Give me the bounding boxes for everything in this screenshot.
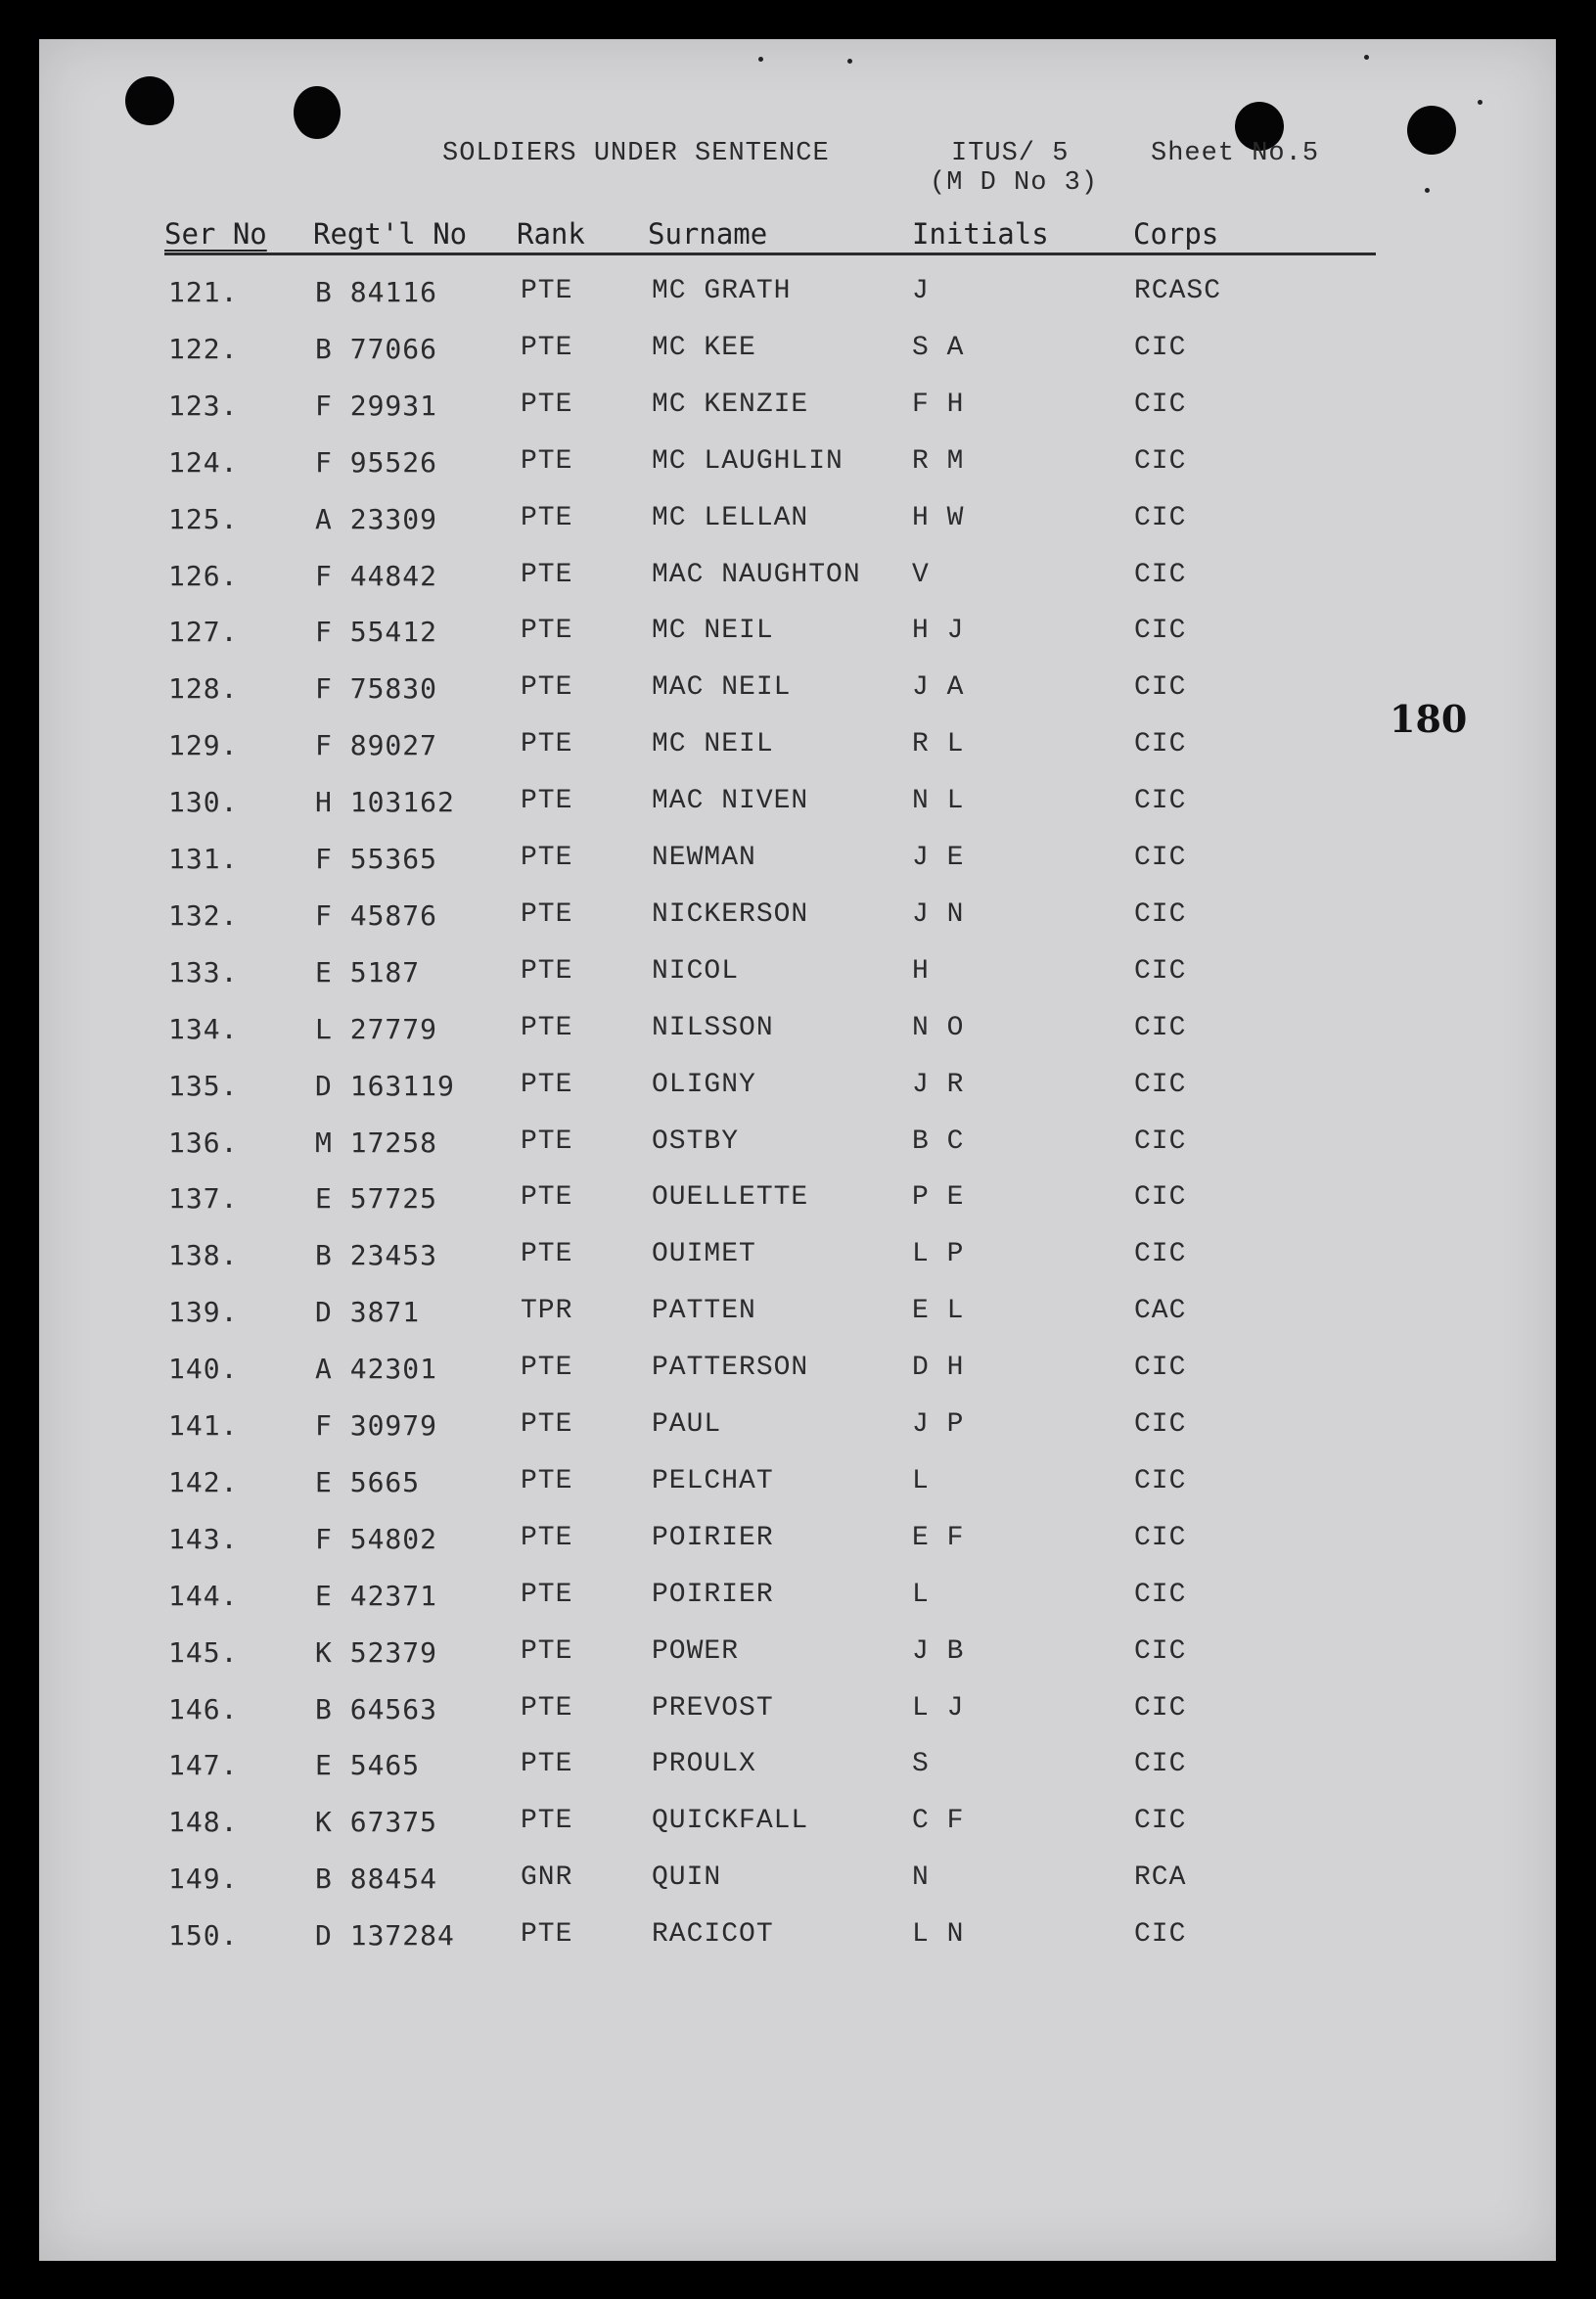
rank-cell: PTE <box>521 1070 573 1100</box>
initials-cell: R M <box>912 446 965 477</box>
regt-no-cell: F 44842 <box>315 560 438 592</box>
speck-mark <box>1425 188 1430 193</box>
corps-cell: CIC <box>1134 899 1187 930</box>
corps-cell: CIC <box>1134 1580 1187 1610</box>
surname-cell: NEWMAN <box>652 843 756 873</box>
rank-cell: PTE <box>521 1466 573 1496</box>
initials-cell: J E <box>912 843 965 873</box>
rank-cell: PTE <box>521 560 573 590</box>
rank-cell: PTE <box>521 1693 573 1724</box>
regt-no-cell: D 137284 <box>315 1919 455 1952</box>
surname-cell: NICOL <box>652 956 740 987</box>
ser-no-cell: 131. <box>168 843 239 875</box>
corps-cell: CIC <box>1134 333 1187 363</box>
regt-no-cell: F 30979 <box>315 1409 438 1442</box>
surname-cell: POIRIER <box>652 1580 774 1610</box>
ser-no-cell: 142. <box>168 1466 239 1498</box>
surname-cell: MAC NIVEN <box>652 786 809 816</box>
corps-cell: CIC <box>1134 560 1187 590</box>
surname-cell: POWER <box>652 1636 740 1667</box>
initials-cell: D H <box>912 1353 965 1383</box>
surname-cell: MC LAUGHLIN <box>652 446 844 477</box>
corps-cell: CIC <box>1134 1919 1187 1950</box>
column-header-corps: Corps <box>1133 217 1219 251</box>
table-row <box>0 1353 1596 1392</box>
regt-no-cell: K 67375 <box>315 1806 438 1838</box>
table-row <box>0 560 1596 599</box>
initials-cell: H W <box>912 503 965 533</box>
initials-cell: E L <box>912 1296 965 1326</box>
ser-no-cell: 129. <box>168 729 239 761</box>
corps-cell: CIC <box>1134 446 1187 477</box>
corps-cell: CAC <box>1134 1296 1187 1326</box>
table-row <box>0 333 1596 372</box>
table-row <box>0 956 1596 995</box>
corps-cell: CIC <box>1134 786 1187 816</box>
corps-cell: RCASC <box>1134 276 1222 306</box>
initials-cell: B C <box>912 1127 965 1157</box>
column-header-surname: Surname <box>648 217 768 251</box>
initials-cell: L <box>912 1580 930 1610</box>
table-row <box>0 390 1596 429</box>
initials-cell: L N <box>912 1919 965 1950</box>
regt-no-cell: L 27779 <box>315 1013 438 1045</box>
table-row <box>0 446 1596 485</box>
surname-cell: MC NEIL <box>652 729 774 759</box>
rank-cell: PTE <box>521 1127 573 1157</box>
punch-hole-left-2 <box>294 86 341 139</box>
regt-no-cell: H 103162 <box>315 786 455 818</box>
rank-cell: PTE <box>521 503 573 533</box>
corps-cell: RCA <box>1134 1862 1187 1893</box>
initials-cell: R L <box>912 729 965 759</box>
initials-cell: L J <box>912 1693 965 1724</box>
corps-cell: CIC <box>1134 672 1187 703</box>
ser-no-cell: 123. <box>168 390 239 422</box>
surname-cell: PELCHAT <box>652 1466 774 1496</box>
rank-cell: PTE <box>521 1523 573 1553</box>
ser-no-cell: 141. <box>168 1409 239 1442</box>
surname-cell: POIRIER <box>652 1523 774 1553</box>
rank-cell: PTE <box>521 1580 573 1610</box>
surname-cell: MC KEE <box>652 333 756 363</box>
table-row <box>0 786 1596 825</box>
ser-no-cell: 148. <box>168 1806 239 1838</box>
corps-cell: CIC <box>1134 1070 1187 1100</box>
surname-cell: MC GRATH <box>652 276 792 306</box>
table-row <box>0 1523 1596 1562</box>
regt-no-cell: F 55412 <box>315 616 438 648</box>
initials-cell: V <box>912 560 930 590</box>
ser-no-cell: 145. <box>168 1636 239 1669</box>
ser-no-cell: 122. <box>168 333 239 365</box>
speck-mark <box>847 59 852 64</box>
table-row <box>0 503 1596 542</box>
rank-cell: PTE <box>521 672 573 703</box>
table-row <box>0 1182 1596 1221</box>
regt-no-cell: E 5465 <box>315 1749 421 1781</box>
initials-cell: L P <box>912 1239 965 1269</box>
corps-cell: CIC <box>1134 1239 1187 1269</box>
rank-cell: PTE <box>521 729 573 759</box>
ser-no-cell: 137. <box>168 1182 239 1215</box>
surname-cell: QUIN <box>652 1862 722 1893</box>
regt-no-cell: F 95526 <box>315 446 438 479</box>
corps-cell: CIC <box>1134 1182 1187 1213</box>
corps-cell: CIC <box>1134 1013 1187 1043</box>
ser-no-cell: 126. <box>168 560 239 592</box>
regt-no-cell: E 42371 <box>315 1580 438 1612</box>
surname-cell: MC KENZIE <box>652 390 809 420</box>
regt-no-cell: D 3871 <box>315 1296 421 1328</box>
regt-no-cell: F 75830 <box>315 672 438 705</box>
rank-cell: PTE <box>521 1749 573 1779</box>
surname-cell: PATTEN <box>652 1296 756 1326</box>
corps-cell: CIC <box>1134 1466 1187 1496</box>
rank-cell: PTE <box>521 1239 573 1269</box>
table-row <box>0 1919 1596 1958</box>
rank-cell: PTE <box>521 1182 573 1213</box>
initials-cell: J N <box>912 899 965 930</box>
initials-cell: N O <box>912 1013 965 1043</box>
document-district: (M D No 3) <box>930 168 1099 198</box>
ser-no-cell: 132. <box>168 899 239 932</box>
ser-no-cell: 144. <box>168 1580 239 1612</box>
rank-cell: PTE <box>521 786 573 816</box>
rank-cell: PTE <box>521 446 573 477</box>
table-row <box>0 276 1596 315</box>
regt-no-cell: M 17258 <box>315 1127 438 1159</box>
table-row <box>0 616 1596 655</box>
table-row <box>0 1409 1596 1448</box>
corps-cell: CIC <box>1134 616 1187 646</box>
ser-no-cell: 147. <box>168 1749 239 1781</box>
ser-no-cell: 121. <box>168 276 239 308</box>
regt-no-cell: F 54802 <box>315 1523 438 1555</box>
surname-cell: OUIMET <box>652 1239 756 1269</box>
rank-cell: TPR <box>521 1296 573 1326</box>
surname-cell: MAC NEIL <box>652 672 792 703</box>
speck-mark <box>1478 100 1482 105</box>
column-header-ser-no: Ser No <box>164 217 267 251</box>
table-row <box>0 1466 1596 1505</box>
regt-no-cell: E 57725 <box>315 1182 438 1215</box>
ser-no-cell: 127. <box>168 616 239 648</box>
initials-cell: P E <box>912 1182 965 1213</box>
ser-no-cell: 133. <box>168 956 239 989</box>
rank-cell: PTE <box>521 1013 573 1043</box>
surname-cell: MC NEIL <box>652 616 774 646</box>
corps-cell: CIC <box>1134 1127 1187 1157</box>
column-header-initials: Initials <box>912 217 1049 251</box>
ser-no-cell: 150. <box>168 1919 239 1952</box>
speck-mark <box>758 57 763 62</box>
surname-cell: MAC NAUGHTON <box>652 560 861 590</box>
sheet-number: Sheet No.5 <box>1151 139 1320 168</box>
initials-cell: J B <box>912 1636 965 1667</box>
rank-cell: PTE <box>521 333 573 363</box>
corps-cell: CIC <box>1134 503 1187 533</box>
regt-no-cell: A 23309 <box>315 503 438 535</box>
table-row <box>0 1580 1596 1619</box>
ser-no-cell: 125. <box>168 503 239 535</box>
surname-cell: PREVOST <box>652 1693 774 1724</box>
surname-cell: PAUL <box>652 1409 722 1440</box>
corps-cell: CIC <box>1134 1749 1187 1779</box>
regt-no-cell: B 88454 <box>315 1862 438 1895</box>
table-row <box>0 1806 1596 1845</box>
table-row <box>0 672 1596 712</box>
rank-cell: PTE <box>521 1919 573 1950</box>
ser-no-cell: 124. <box>168 446 239 479</box>
ser-no-cell: 136. <box>168 1127 239 1159</box>
ser-no-cell: 134. <box>168 1013 239 1045</box>
rank-cell: PTE <box>521 1353 573 1383</box>
surname-cell: RACICOT <box>652 1919 774 1950</box>
initials-cell: J P <box>912 1409 965 1440</box>
surname-cell: OUELLETTE <box>652 1182 809 1213</box>
rank-cell: PTE <box>521 390 573 420</box>
corps-cell: CIC <box>1134 1409 1187 1440</box>
corps-cell: CIC <box>1134 729 1187 759</box>
rank-cell: PTE <box>521 956 573 987</box>
punch-hole-right-2 <box>1407 106 1456 155</box>
rank-cell: PTE <box>521 616 573 646</box>
surname-cell: OSTBY <box>652 1127 740 1157</box>
initials-cell: H J <box>912 616 965 646</box>
regt-no-cell: E 5665 <box>315 1466 421 1498</box>
rank-cell: PTE <box>521 1409 573 1440</box>
ser-no-cell: 135. <box>168 1070 239 1102</box>
document-reference: ITUS/ 5 <box>951 139 1070 168</box>
corps-cell: CIC <box>1134 1806 1187 1836</box>
corps-cell: CIC <box>1134 1523 1187 1553</box>
ser-no-cell: 140. <box>168 1353 239 1385</box>
initials-cell: N L <box>912 786 965 816</box>
table-row <box>0 1636 1596 1676</box>
table-row <box>0 1296 1596 1335</box>
ser-no-cell: 130. <box>168 786 239 818</box>
table-row <box>0 1693 1596 1732</box>
ser-no-cell: 128. <box>168 672 239 705</box>
corps-cell: CIC <box>1134 1693 1187 1724</box>
surname-cell: OLIGNY <box>652 1070 756 1100</box>
regt-no-cell: B 64563 <box>315 1693 438 1725</box>
column-header-regt-no: Regt'l No <box>313 217 468 251</box>
corps-cell: CIC <box>1134 1636 1187 1667</box>
initials-cell: H <box>912 956 930 987</box>
initials-cell: J <box>912 276 930 306</box>
regt-no-cell: F 89027 <box>315 729 438 761</box>
ser-no-cell: 138. <box>168 1239 239 1271</box>
table-row <box>0 1749 1596 1788</box>
initials-cell: J A <box>912 672 965 703</box>
punch-hole-left-1 <box>125 76 174 125</box>
initials-cell: S <box>912 1749 930 1779</box>
ser-no-cell: 139. <box>168 1296 239 1328</box>
surname-cell: PROULX <box>652 1749 756 1779</box>
corps-cell: CIC <box>1134 956 1187 987</box>
regt-no-cell: B 77066 <box>315 333 438 365</box>
initials-cell: E F <box>912 1523 965 1553</box>
column-header-rank: Rank <box>517 217 585 251</box>
header-underline <box>164 253 1376 255</box>
rank-cell: GNR <box>521 1862 573 1893</box>
regt-no-cell: E 5187 <box>315 956 421 989</box>
rank-cell: PTE <box>521 899 573 930</box>
table-row <box>0 899 1596 939</box>
table-row <box>0 1127 1596 1166</box>
page-number-stamp: 180 <box>1390 697 1468 741</box>
corps-cell: CIC <box>1134 1353 1187 1383</box>
ser-no-cell: 143. <box>168 1523 239 1555</box>
table-row <box>0 1239 1596 1278</box>
ser-no-cell: 146. <box>168 1693 239 1725</box>
corps-cell: CIC <box>1134 843 1187 873</box>
regt-no-cell: B 23453 <box>315 1239 438 1271</box>
regt-no-cell: F 45876 <box>315 899 438 932</box>
initials-cell: S A <box>912 333 965 363</box>
initials-cell: F H <box>912 390 965 420</box>
table-row <box>0 843 1596 882</box>
table-row <box>0 729 1596 768</box>
rank-cell: PTE <box>521 1806 573 1836</box>
surname-cell: QUICKFALL <box>652 1806 809 1836</box>
table-row <box>0 1013 1596 1052</box>
corps-cell: CIC <box>1134 390 1187 420</box>
table-row <box>0 1070 1596 1109</box>
initials-cell: L <box>912 1466 930 1496</box>
surname-cell: NICKERSON <box>652 899 809 930</box>
speck-mark <box>1364 55 1369 60</box>
surname-cell: MC LELLAN <box>652 503 809 533</box>
rank-cell: PTE <box>521 276 573 306</box>
rank-cell: PTE <box>521 1636 573 1667</box>
regt-no-cell: F 55365 <box>315 843 438 875</box>
regt-no-cell: F 29931 <box>315 390 438 422</box>
ser-no-cell: 149. <box>168 1862 239 1895</box>
initials-cell: C F <box>912 1806 965 1836</box>
document-title: SOLDIERS UNDER SENTENCE <box>442 139 830 168</box>
regt-no-cell: A 42301 <box>315 1353 438 1385</box>
surname-cell: PATTERSON <box>652 1353 809 1383</box>
surname-cell: NILSSON <box>652 1013 774 1043</box>
initials-cell: N <box>912 1862 930 1893</box>
table-row <box>0 1862 1596 1902</box>
regt-no-cell: K 52379 <box>315 1636 438 1669</box>
regt-no-cell: B 84116 <box>315 276 438 308</box>
rank-cell: PTE <box>521 843 573 873</box>
regt-no-cell: D 163119 <box>315 1070 455 1102</box>
initials-cell: J R <box>912 1070 965 1100</box>
